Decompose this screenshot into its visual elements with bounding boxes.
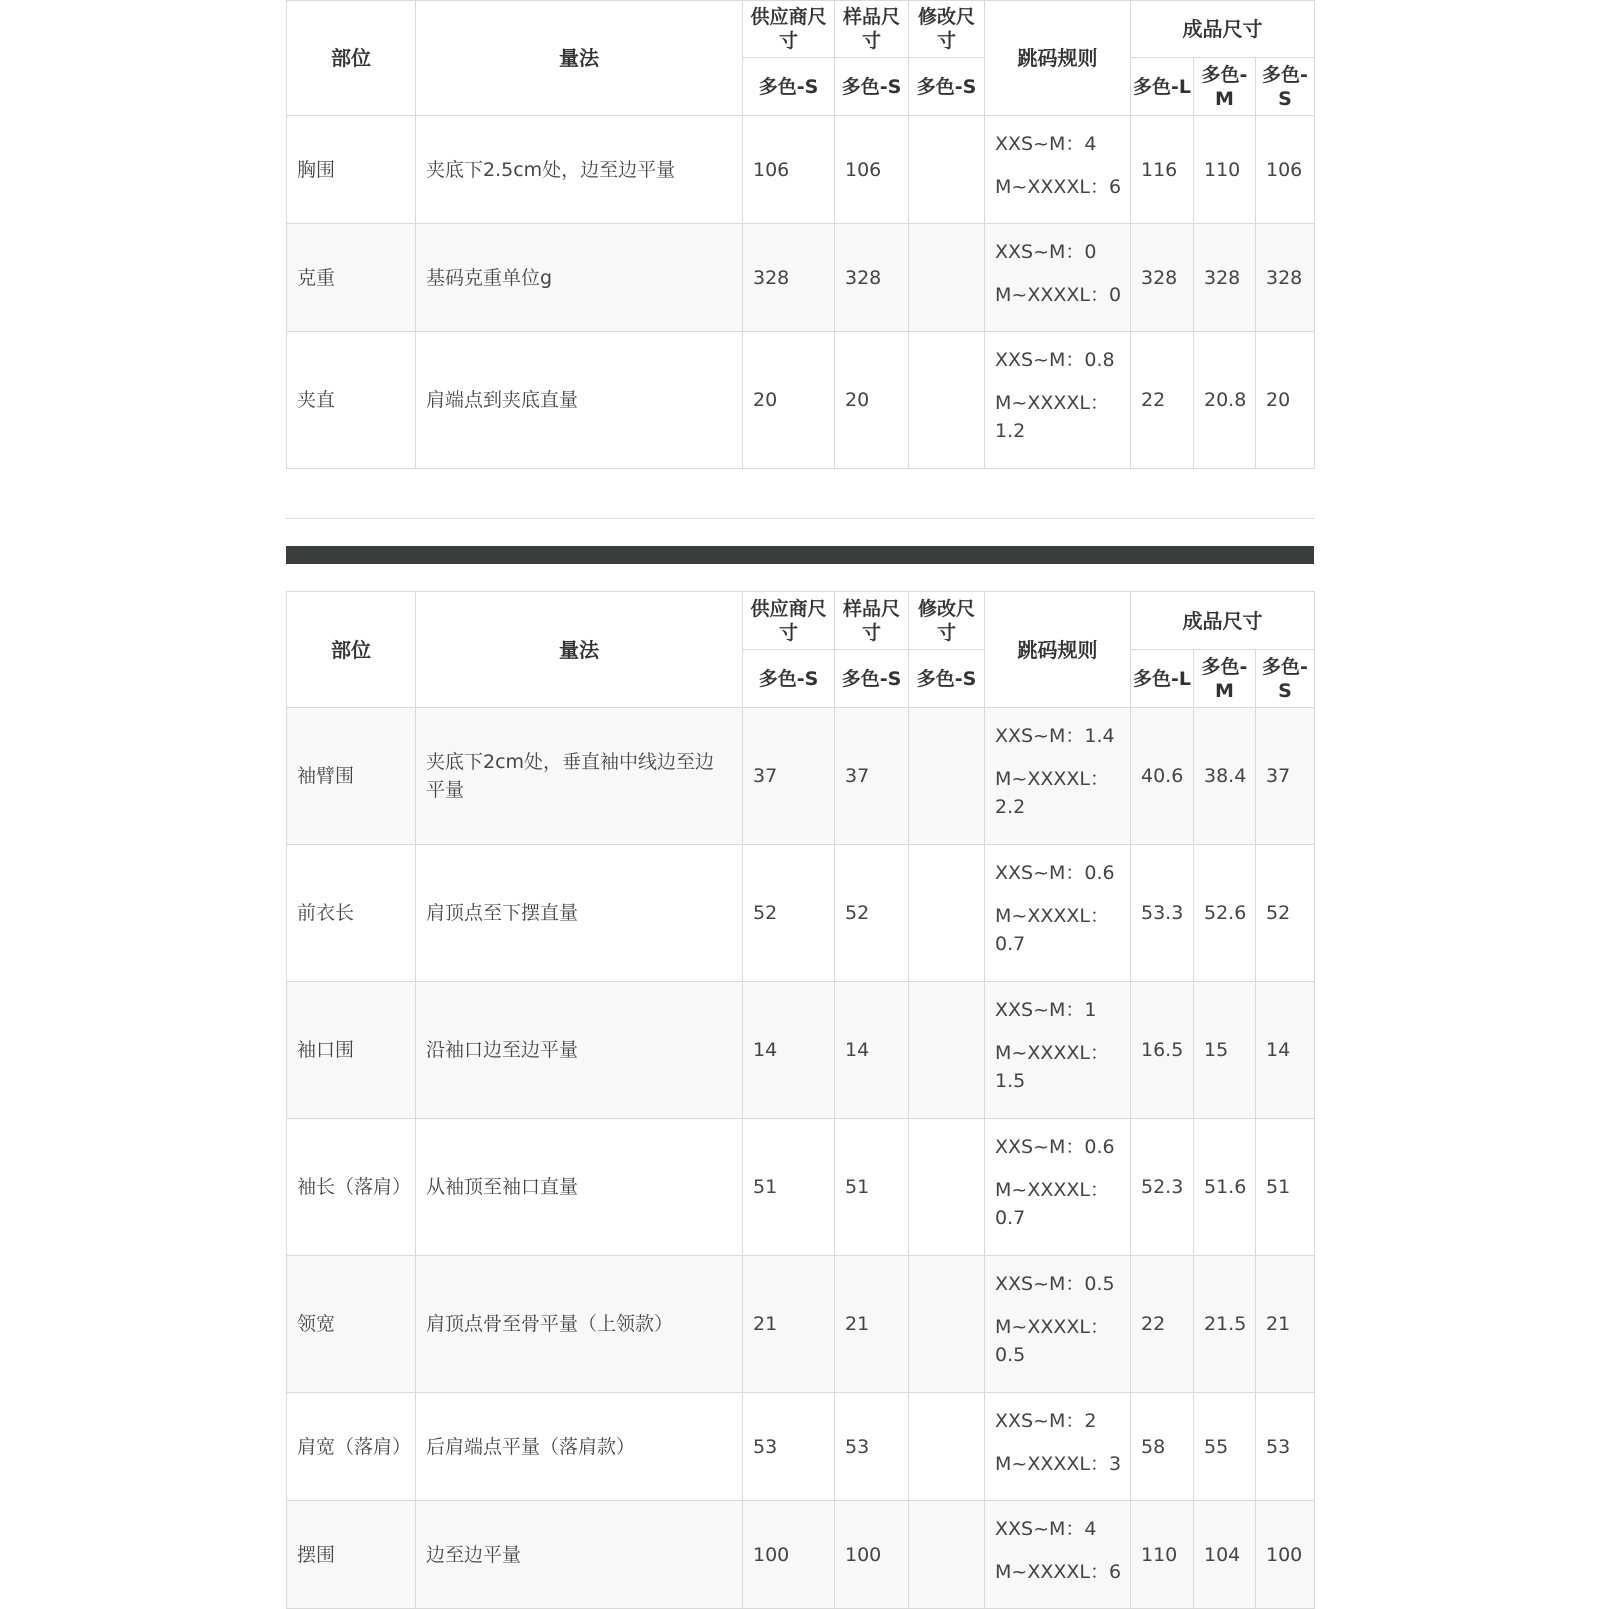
part-text: 袖长（落肩）	[297, 1176, 412, 1198]
header-sample: 样品尺寸	[835, 1, 909, 58]
rule-line: M~XXXXL：0	[995, 284, 1122, 306]
cell-method: 肩端点到夹底直量	[416, 332, 743, 469]
rule-line: M~XXXXL：0.7	[995, 905, 1109, 955]
cell-l: 16.5	[1131, 982, 1194, 1119]
cell-s: 53	[1256, 1393, 1315, 1501]
cell-part: 摆围	[287, 1501, 416, 1609]
cell-m: 20.8	[1194, 332, 1256, 469]
cell-sample: 328	[835, 224, 909, 332]
cell-m: 52.6	[1194, 845, 1256, 982]
table-row	[287, 982, 1315, 1119]
cell-method: 夹底下2.5cm处，边至边平量	[416, 116, 743, 224]
table-row	[287, 1501, 1315, 1609]
cell-supplier: 328	[743, 224, 835, 332]
table-row	[287, 224, 1315, 332]
cell-method: 基码克重单位g	[416, 224, 743, 332]
cell-method: 边至边平量	[416, 1501, 743, 1609]
cell-method: 后肩端点平量（落肩款）	[416, 1393, 743, 1501]
cell-sample: 51	[835, 1119, 909, 1256]
header-part: 部位	[287, 1, 416, 116]
table-row	[287, 1393, 1315, 1501]
cell-supplier: 51	[743, 1119, 835, 1256]
cell-sample: 37	[835, 708, 909, 845]
size-table-2-container	[286, 591, 1314, 1609]
cell-part: 袖口围	[287, 982, 416, 1119]
cell-m: 38.4	[1194, 708, 1256, 845]
rule-line: XXS~M：4	[995, 1518, 1097, 1540]
header-rule: 跳码规则	[985, 1, 1131, 116]
rule-line: M~XXXXL：6	[995, 176, 1122, 198]
header-sub-supplier: 多色-S	[743, 650, 835, 708]
cell-s: 51	[1256, 1119, 1315, 1256]
section-divider-bar	[286, 546, 1314, 564]
cell-l: 40.6	[1131, 708, 1194, 845]
header-sub-sample: 多色-S	[835, 58, 909, 116]
header-sub-s: 多色-S	[1256, 650, 1315, 708]
rule-line: XXS~M：1.4	[995, 725, 1115, 747]
cell-modified	[909, 982, 985, 1119]
header-modified: 修改尺寸	[909, 592, 985, 650]
header-sub-l: 多色-L	[1131, 58, 1194, 116]
header-sub-l: 多色-L	[1131, 650, 1194, 708]
cell-supplier: 14	[743, 982, 835, 1119]
cell-method: 肩顶点骨至骨平量（上领款）	[416, 1256, 743, 1393]
cell-sample: 20	[835, 332, 909, 469]
header-modified: 修改尺寸	[909, 1, 985, 58]
rule-line: M~XXXXL：1.5	[995, 1042, 1109, 1092]
part-text: 肩宽（落肩）	[297, 1435, 412, 1458]
cell-s: 52	[1256, 845, 1315, 982]
cell-modified	[909, 708, 985, 845]
table-row	[287, 708, 1315, 845]
cell-modified	[909, 1119, 985, 1256]
cell-m: 15	[1194, 982, 1256, 1119]
cell-rule	[985, 1393, 1131, 1501]
cell-part	[287, 1393, 416, 1501]
header-sub-s: 多色-S	[1256, 58, 1315, 116]
section-divider-line	[286, 518, 1314, 519]
cell-modified	[909, 1256, 985, 1393]
cell-part: 胸围	[287, 116, 416, 224]
cell-supplier: 53	[743, 1393, 835, 1501]
cell-m: 104	[1194, 1501, 1256, 1609]
cell-l: 52.3	[1131, 1119, 1194, 1256]
cell-s: 328	[1256, 224, 1315, 332]
rule-line: M~XXXXL：0.7	[995, 1179, 1109, 1229]
cell-supplier: 21	[743, 1256, 835, 1393]
cell-sample: 52	[835, 845, 909, 982]
cell-s: 37	[1256, 708, 1315, 845]
header-sub-m: 多色-M	[1194, 650, 1256, 708]
rule-line: XXS~M：0.6	[995, 1136, 1115, 1158]
cell-method: 肩顶点至下摆直量	[416, 845, 743, 982]
cell-m: 110	[1194, 116, 1256, 224]
cell-s: 21	[1256, 1256, 1315, 1393]
cell-l: 58	[1131, 1393, 1194, 1501]
header-finished: 成品尺寸	[1131, 1, 1315, 58]
cell-m: 328	[1194, 224, 1256, 332]
cell-rule	[985, 332, 1131, 469]
cell-part: 袖臂围	[287, 708, 416, 845]
cell-rule	[985, 1501, 1131, 1609]
size-table-2	[286, 591, 1315, 1609]
cell-l: 22	[1131, 332, 1194, 469]
header-sub-m: 多色-M	[1194, 58, 1256, 116]
rule-line: M~XXXXL：6	[995, 1561, 1122, 1583]
cell-part: 克重	[287, 224, 416, 332]
header-method: 量法	[416, 1, 743, 116]
cell-supplier: 20	[743, 332, 835, 469]
rule-line: XXS~M：2	[995, 1410, 1097, 1432]
rule-line: XXS~M：0.8	[995, 349, 1115, 371]
rule-line: XXS~M：0.6	[995, 862, 1115, 884]
table-row	[287, 332, 1315, 469]
cell-s: 100	[1256, 1501, 1315, 1609]
cell-sample: 100	[835, 1501, 909, 1609]
cell-l: 328	[1131, 224, 1194, 332]
rule-line: XXS~M：1	[995, 999, 1097, 1021]
cell-l: 110	[1131, 1501, 1194, 1609]
cell-rule	[985, 224, 1131, 332]
header-sub-sample: 多色-S	[835, 650, 909, 708]
cell-supplier: 100	[743, 1501, 835, 1609]
cell-l: 22	[1131, 1256, 1194, 1393]
cell-m: 51.6	[1194, 1119, 1256, 1256]
cell-sample: 53	[835, 1393, 909, 1501]
header-sub-modified: 多色-S	[909, 58, 985, 116]
cell-modified	[909, 1393, 985, 1501]
cell-s: 106	[1256, 116, 1315, 224]
cell-s: 20	[1256, 332, 1315, 469]
rule-line: XXS~M：4	[995, 133, 1097, 155]
cell-modified	[909, 845, 985, 982]
header-method: 量法	[416, 592, 743, 708]
header-supplier: 供应商尺寸	[743, 592, 835, 650]
header-part: 部位	[287, 592, 416, 708]
cell-s: 14	[1256, 982, 1315, 1119]
cell-l: 116	[1131, 116, 1194, 224]
cell-modified	[909, 116, 985, 224]
cell-rule	[985, 845, 1131, 982]
header-sample: 样品尺寸	[835, 592, 909, 650]
cell-m: 55	[1194, 1393, 1256, 1501]
size-table-1	[286, 0, 1315, 469]
cell-part: 夹直	[287, 332, 416, 469]
cell-rule	[985, 708, 1131, 845]
rule-line: M~XXXXL：3	[995, 1453, 1122, 1475]
header-finished: 成品尺寸	[1131, 592, 1315, 650]
cell-rule	[985, 1256, 1131, 1393]
rule-line: M~XXXXL：2.2	[995, 768, 1109, 818]
cell-method: 从袖顶至袖口直量	[416, 1119, 743, 1256]
cell-part	[287, 1119, 416, 1256]
cell-sample: 21	[835, 1256, 909, 1393]
table-row	[287, 1119, 1315, 1256]
cell-modified	[909, 332, 985, 469]
cell-modified	[909, 1501, 985, 1609]
table-row	[287, 845, 1315, 982]
cell-l: 53.3	[1131, 845, 1194, 982]
cell-rule	[985, 982, 1131, 1119]
rule-line: M~XXXXL：0.5	[995, 1316, 1109, 1366]
cell-rule	[985, 116, 1131, 224]
rule-line: M~XXXXL：1.2	[995, 392, 1109, 442]
header-sub-supplier: 多色-S	[743, 58, 835, 116]
cell-supplier: 52	[743, 845, 835, 982]
cell-method	[416, 708, 743, 845]
cell-sample: 106	[835, 116, 909, 224]
cell-modified	[909, 224, 985, 332]
table-row	[287, 116, 1315, 224]
cell-supplier: 106	[743, 116, 835, 224]
cell-rule	[985, 1119, 1131, 1256]
method-text: 夹底下2cm处，垂直袖中线边至边平量	[426, 751, 715, 801]
table-row	[287, 1256, 1315, 1393]
cell-part: 前衣长	[287, 845, 416, 982]
rule-line: XXS~M：0	[995, 241, 1097, 263]
cell-supplier: 37	[743, 708, 835, 845]
header-supplier: 供应商尺寸	[743, 1, 835, 58]
header-sub-modified: 多色-S	[909, 650, 985, 708]
header-rule: 跳码规则	[985, 592, 1131, 708]
cell-sample: 14	[835, 982, 909, 1119]
rule-line: XXS~M：0.5	[995, 1273, 1115, 1295]
cell-m: 21.5	[1194, 1256, 1256, 1393]
cell-method: 沿袖口边至边平量	[416, 982, 743, 1119]
cell-part: 领宽	[287, 1256, 416, 1393]
size-table-1-container	[286, 0, 1314, 469]
